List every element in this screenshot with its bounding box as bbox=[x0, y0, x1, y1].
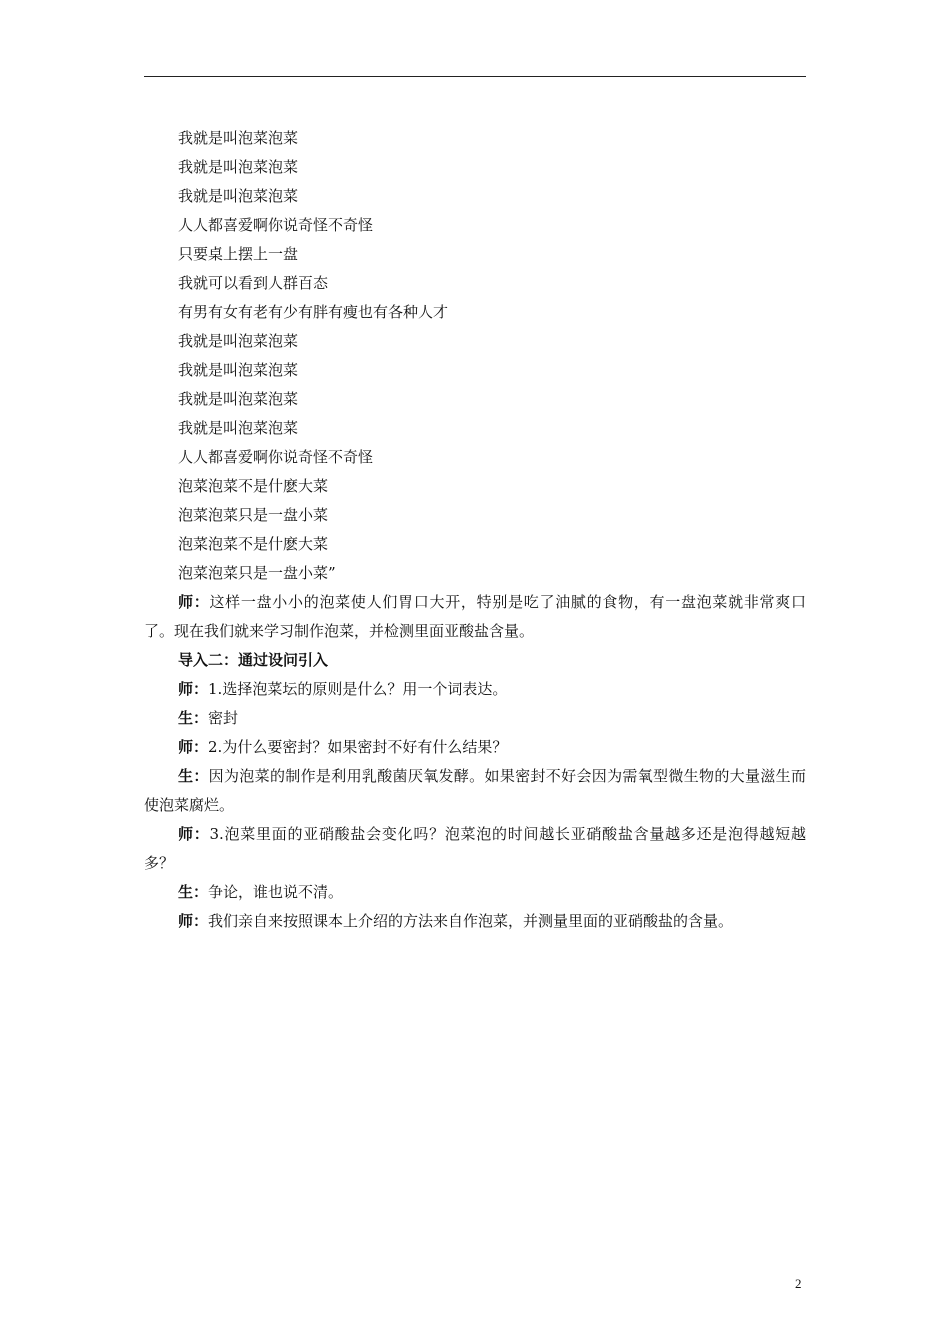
dialogue bbox=[144, 675, 806, 936]
dialogue-text: 1.选择泡菜坛的原则是什么？用一个词表达。 bbox=[208, 680, 508, 698]
speaker-label: 师： bbox=[178, 825, 210, 843]
dialogue-text: 我们亲自来按照课本上介绍的方法来自作泡菜，并测量里面的亚硝酸盐的含量。 bbox=[208, 912, 734, 930]
dialogue-paragraph bbox=[144, 762, 806, 820]
lyric-line: 我就是叫泡菜泡菜 bbox=[178, 158, 299, 176]
teacher-intro-paragraph bbox=[144, 588, 806, 646]
lyric-line: 泡菜泡菜不是什麽大菜 bbox=[178, 535, 329, 553]
speaker-label: 师： bbox=[178, 738, 209, 756]
paragraph-text: 这样一盘小小的泡菜使人们胃口大开，特别是吃了油腻的食物，有一盘泡菜就非常爽口了。现在我们就来学习制作泡菜，并检测里面亚酸盐含量。 bbox=[144, 593, 806, 640]
lyric-line: 我就是叫泡菜泡菜 bbox=[178, 390, 299, 408]
speaker-label: 生： bbox=[178, 767, 209, 785]
lyric-line: 我就是叫泡菜泡菜 bbox=[178, 361, 299, 379]
lyric-line: 我就可以看到人群百态 bbox=[178, 274, 329, 292]
speaker-label: 生： bbox=[178, 883, 209, 901]
dialogue-paragraph bbox=[144, 907, 806, 936]
document-body bbox=[144, 124, 806, 936]
song-lyrics bbox=[144, 124, 806, 588]
dialogue-text: 3.泡菜里面的亚硝酸盐会变化吗？泡菜泡的时间越长亚硝酸盐含量越多还是泡得越短越多？ bbox=[144, 825, 806, 872]
dialogue-paragraph bbox=[144, 704, 806, 733]
dialogue-text: 争论，谁也说不清。 bbox=[208, 883, 344, 901]
header-rule bbox=[144, 76, 806, 77]
lyric-line: 只要桌上摆上一盘 bbox=[178, 245, 299, 263]
lyric-line: 有男有女有老有少有胖有瘦也有各种人才 bbox=[178, 303, 449, 321]
speaker-label: 师： bbox=[178, 593, 210, 611]
speaker-label: 师： bbox=[178, 912, 209, 930]
speaker-label: 生： bbox=[178, 709, 209, 727]
dialogue-paragraph bbox=[144, 878, 806, 907]
speaker-label: 师： bbox=[178, 680, 209, 698]
dialogue-text: 2.为什么要密封？如果密封不好有什么结果？ bbox=[208, 738, 508, 756]
lyric-line: 我就是叫泡菜泡菜 bbox=[178, 332, 299, 350]
lyric-line: 人人都喜爱啊你说奇怪不奇怪 bbox=[178, 448, 374, 466]
dialogue-paragraph bbox=[144, 733, 806, 762]
lyric-line: 人人都喜爱啊你说奇怪不奇怪 bbox=[178, 216, 374, 234]
dialogue-paragraph bbox=[144, 675, 806, 704]
section-heading: 导入二：通过设问引入 bbox=[178, 651, 329, 669]
lyric-line: 泡菜泡菜不是什麽大菜 bbox=[178, 477, 329, 495]
lyric-line: 泡菜泡菜只是一盘小菜” bbox=[178, 564, 336, 582]
lyric-line: 泡菜泡菜只是一盘小菜 bbox=[178, 506, 329, 524]
dialogue-paragraph bbox=[144, 820, 806, 878]
lyric-line: 我就是叫泡菜泡菜 bbox=[178, 129, 299, 147]
lyric-line: 我就是叫泡菜泡菜 bbox=[178, 419, 299, 437]
page-number: 2 bbox=[795, 1276, 802, 1291]
lyric-line: 我就是叫泡菜泡菜 bbox=[178, 187, 299, 205]
dialogue-text: 密封 bbox=[208, 709, 239, 727]
dialogue-text: 因为泡菜的制作是利用乳酸菌厌氧发酵。如果密封不好会因为需氧型微生物的大量滋生而使泡菜腐烂。 bbox=[144, 767, 806, 814]
